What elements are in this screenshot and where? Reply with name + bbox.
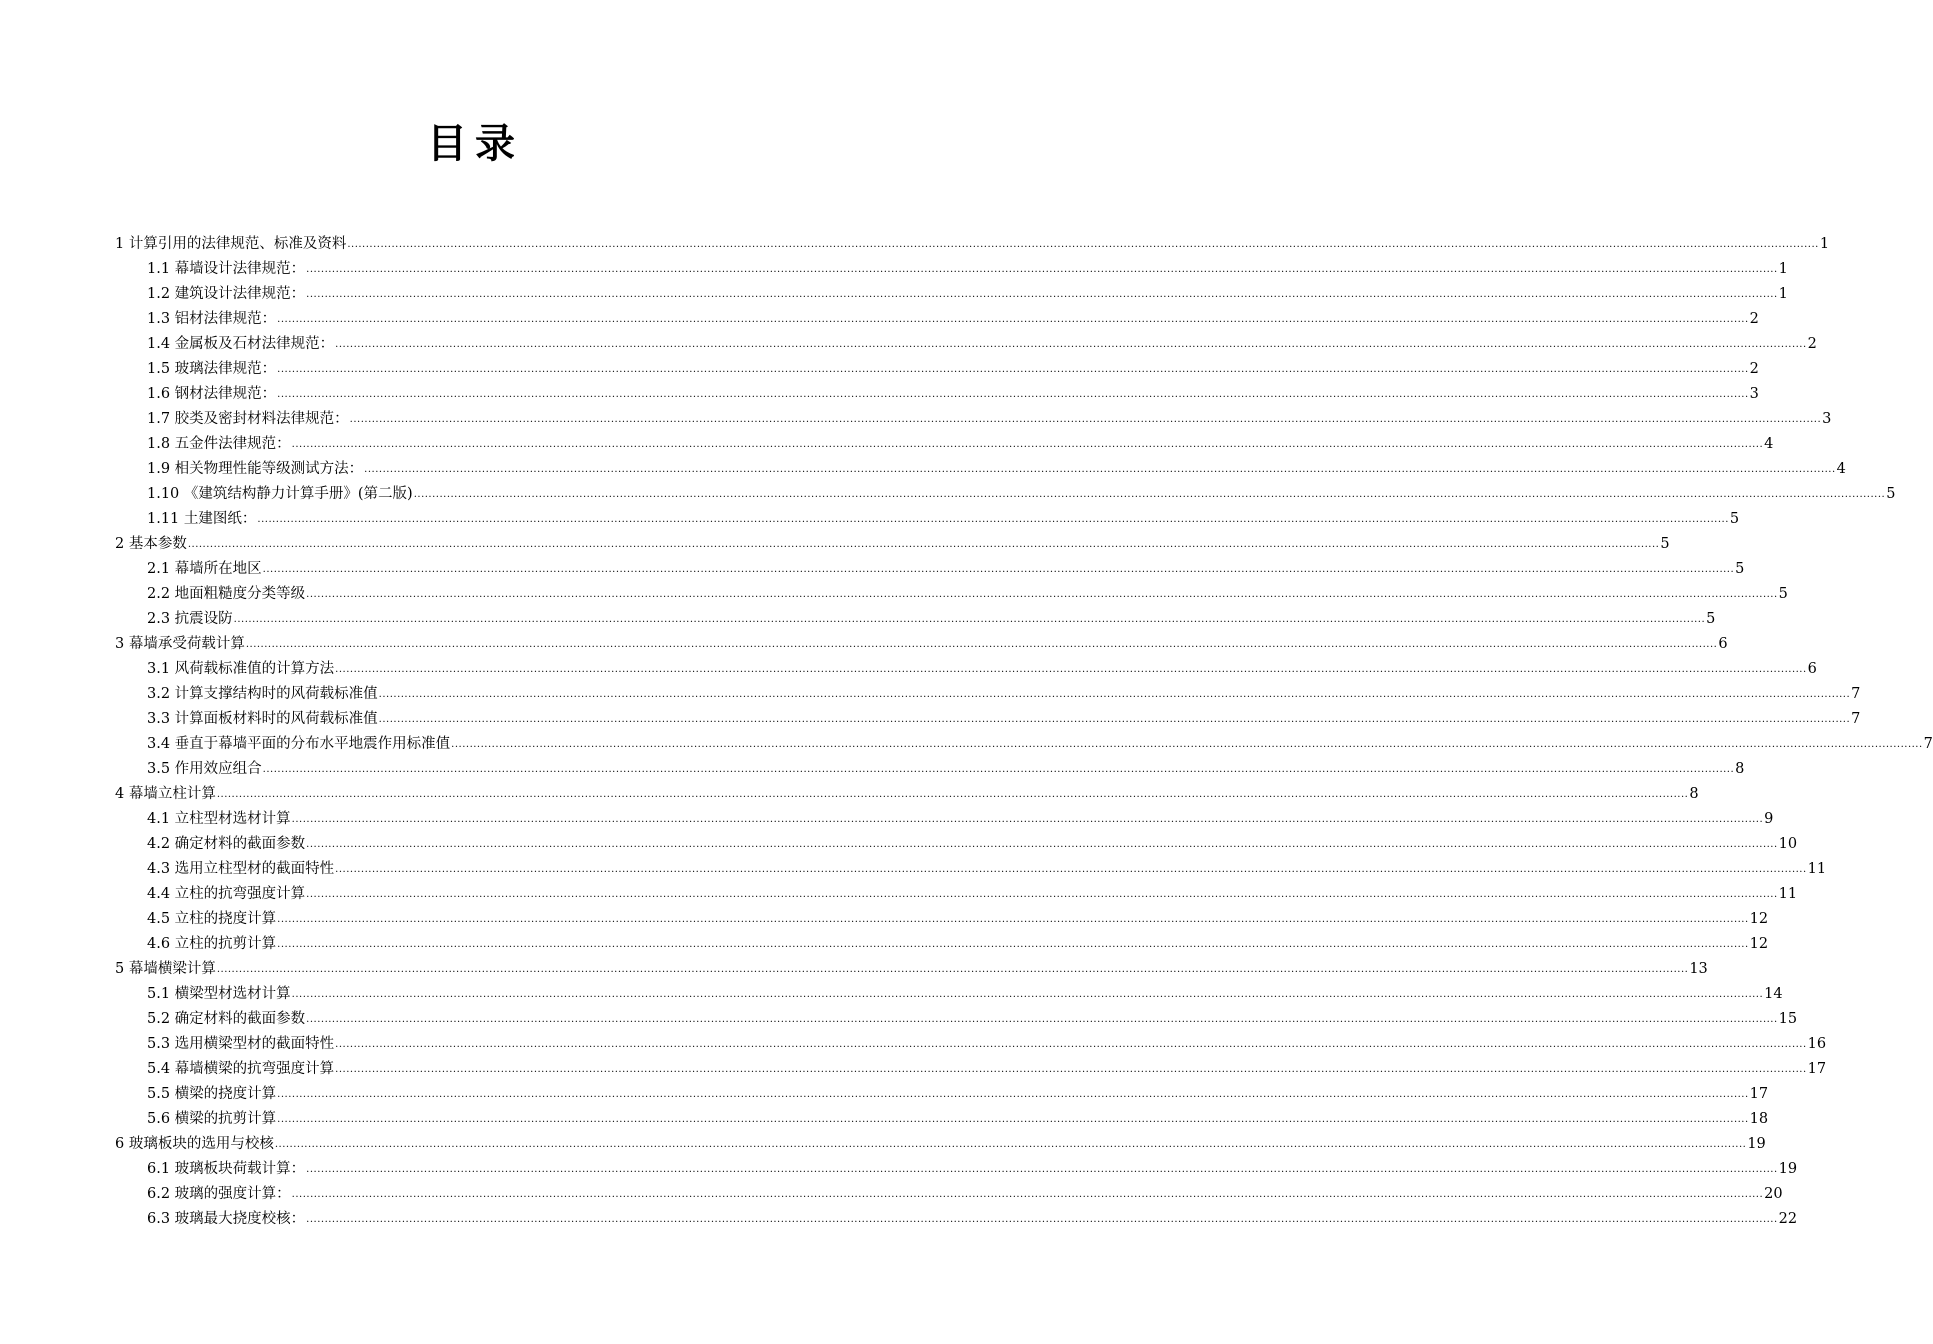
toc-entry[interactable] (115, 429, 1774, 454)
toc-entry-page-number: 1 (1819, 236, 1830, 252)
dot-leader: ................................................................................................................................................................................................................................................................................................................................................................................................................ (262, 564, 1735, 575)
toc-entry-title: 1.3 铝材法律规范： (147, 311, 277, 327)
toc-entry[interactable] (115, 1104, 1769, 1129)
toc-entry-page-number: 20 (1764, 1186, 1783, 1202)
toc-entry-page-number: 18 (1749, 1111, 1769, 1127)
toc-entry-page-number: 6 (1807, 661, 1817, 677)
dot-leader: ................................................................................................................................................................................................................................................................................................................................................................................................................ (291, 989, 1764, 1000)
dot-leader: ................................................................................................................................................................................................................................................................................................................................................................................................................ (306, 839, 1778, 850)
toc-entry[interactable] (115, 1129, 1766, 1154)
toc-entry-page-number: 12 (1749, 911, 1769, 927)
toc-entry[interactable] (115, 854, 1827, 879)
toc-entry[interactable] (115, 504, 1740, 529)
dot-leader: ................................................................................................................................................................................................................................................................................................................................................................................................................ (306, 289, 1778, 300)
toc-entry-page-number: 17 (1749, 1086, 1769, 1102)
dot-leader: ................................................................................................................................................................................................................................................................................................................................................................................................................ (277, 314, 1749, 325)
toc-entry[interactable] (115, 829, 1798, 854)
toc-entry-page-number: 22 (1778, 1211, 1798, 1227)
toc-entry-page-number: 8 (1689, 786, 1699, 802)
toc-entry-page-number: 5 (1886, 486, 1896, 502)
toc-entry[interactable] (115, 804, 1774, 829)
dot-leader: ................................................................................................................................................................................................................................................................................................................................................................................................................ (306, 889, 1778, 900)
toc-entry-title: 2.1 幕墙所在地区 (147, 561, 262, 577)
toc-entry-title: 3.4 垂直于幕墙平面的分布水平地震作用标准值 (147, 736, 451, 752)
dot-leader: ................................................................................................................................................................................................................................................................................................................................................................................................................ (306, 1164, 1778, 1175)
toc-entry-title: 3.3 计算面板材料时的风荷载标准值 (147, 711, 378, 727)
dot-leader: ................................................................................................................................................................................................................................................................................................................................................................................................................ (187, 539, 1660, 550)
toc-entry-title: 6 玻璃板块的选用与校核 (115, 1136, 274, 1152)
toc-entry-page-number: 8 (1735, 761, 1745, 777)
toc-entry-page-number: 7 (1851, 711, 1861, 727)
toc-entry-title: 4 幕墙立柱计算 (115, 786, 216, 802)
toc-entry[interactable] (115, 1179, 1783, 1204)
dot-leader: ................................................................................................................................................................................................................................................................................................................................................................................................................ (413, 489, 1886, 500)
dot-leader: ................................................................................................................................................................................................................................................................................................................................................................................................................ (277, 1089, 1749, 1100)
toc-entry-page-number: 5 (1660, 536, 1670, 552)
dot-leader: ................................................................................................................................................................................................................................................................................................................................................................................................................ (335, 1039, 1807, 1050)
toc-entry[interactable] (115, 1054, 1827, 1079)
dot-leader: ................................................................................................................................................................................................................................................................................................................................................................................................................ (349, 414, 1822, 425)
toc-entry[interactable] (115, 979, 1783, 1004)
dot-leader: ................................................................................................................................................................................................................................................................................................................................................................................................................ (257, 514, 1729, 525)
toc-entry-page-number: 2 (1749, 311, 1759, 327)
toc-entry-title: 5.4 幕墙横梁的抗弯强度计算 (147, 1061, 335, 1077)
dot-leader: ................................................................................................................................................................................................................................................................................................................................................................................................................ (216, 789, 1689, 800)
toc-entry[interactable] (115, 679, 1861, 704)
toc-entry-title: 1.2 建筑设计法律规范： (147, 286, 306, 302)
dot-leader: ................................................................................................................................................................................................................................................................................................................................................................................................................ (335, 339, 1807, 350)
toc-entry-page-number: 2 (1807, 336, 1817, 352)
toc-entry[interactable] (115, 629, 1728, 654)
toc-entry-page-number: 19 (1747, 1136, 1766, 1152)
toc-entry[interactable] (115, 654, 1817, 679)
toc-entry-page-number: 7 (1923, 736, 1933, 752)
toc-entry[interactable] (115, 604, 1716, 629)
toc-entry-title: 4.2 确定材料的截面参数 (147, 836, 306, 852)
toc-entry[interactable] (115, 954, 1708, 979)
toc-entry[interactable] (115, 254, 1788, 279)
dot-leader: ................................................................................................................................................................................................................................................................................................................................................................................................................ (335, 664, 1807, 675)
toc-entry-title: 3 幕墙承受荷载计算 (115, 636, 245, 652)
dot-leader: ................................................................................................................................................................................................................................................................................................................................................................................................................ (291, 1189, 1764, 1200)
toc-entry-title: 5.2 确定材料的截面参数 (147, 1011, 306, 1027)
table-of-contents (115, 229, 1933, 1229)
toc-entry-title: 2.3 抗震设防 (147, 611, 233, 627)
toc-entry[interactable] (115, 1004, 1798, 1029)
toc-entry-page-number: 5 (1735, 561, 1745, 577)
toc-entry-page-number: 9 (1764, 811, 1774, 827)
dot-leader: ................................................................................................................................................................................................................................................................................................................................................................................................................ (335, 1064, 1807, 1075)
toc-entry-title: 1.9 相关物理性能等级测试方法： (147, 461, 364, 477)
toc-entry-title: 6.2 玻璃的强度计算： (147, 1186, 291, 1202)
toc-entry-page-number: 11 (1807, 861, 1827, 877)
toc-entry[interactable] (115, 904, 1769, 929)
toc-entry-title: 1.6 钢材法律规范： (147, 386, 277, 402)
toc-entry-title: 5.5 横梁的挠度计算 (147, 1086, 277, 1102)
toc-entry-title: 4.5 立柱的挠度计算 (147, 911, 277, 927)
toc-entry[interactable] (115, 1154, 1798, 1179)
toc-entry-title: 1.4 金属板及石材法律规范： (147, 336, 335, 352)
toc-entry-title: 1 计算引用的法律规范、标准及资料 (115, 236, 347, 252)
toc-entry[interactable] (115, 1079, 1769, 1104)
toc-entry-title: 3.1 风荷载标准值的计算方法 (147, 661, 335, 677)
dot-leader: ................................................................................................................................................................................................................................................................................................................................................................................................................ (378, 714, 1851, 725)
toc-entry-page-number: 4 (1836, 461, 1846, 477)
toc-entry-title: 1.5 玻璃法律规范： (147, 361, 277, 377)
toc-entry-page-number: 5 (1729, 511, 1740, 527)
dot-leader: ................................................................................................................................................................................................................................................................................................................................................................................................................ (335, 864, 1807, 875)
dot-leader: ................................................................................................................................................................................................................................................................................................................................................................................................................ (262, 764, 1735, 775)
dot-leader: ................................................................................................................................................................................................................................................................................................................................................................................................................ (451, 739, 1923, 750)
toc-entry-page-number: 3 (1749, 386, 1759, 402)
dot-leader: ................................................................................................................................................................................................................................................................................................................................................................................................................ (291, 439, 1764, 450)
dot-leader: ................................................................................................................................................................................................................................................................................................................................................................................................................ (378, 689, 1851, 700)
toc-entry-title: 5 幕墙横梁计算 (115, 961, 216, 977)
dot-leader: ................................................................................................................................................................................................................................................................................................................................................................................................................ (364, 464, 1836, 475)
toc-entry[interactable] (115, 1204, 1798, 1229)
toc-entry-title: 6.3 玻璃最大挠度校核： (147, 1211, 306, 1227)
toc-entry-title: 5.1 横梁型材选材计算 (147, 986, 291, 1002)
toc-entry-title: 4.4 立柱的抗弯强度计算 (147, 886, 306, 902)
toc-entry[interactable] (115, 529, 1670, 554)
dot-leader: ................................................................................................................................................................................................................................................................................................................................................................................................................ (277, 939, 1749, 950)
toc-entry-title: 1.11 土建图纸： (147, 511, 257, 527)
dot-leader: ................................................................................................................................................................................................................................................................................................................................................................................................................ (277, 914, 1749, 925)
toc-entry-title: 2.2 地面粗糙度分类等级 (147, 586, 306, 602)
dot-leader: ................................................................................................................................................................................................................................................................................................................................................................................................................ (306, 589, 1778, 600)
dot-leader: ................................................................................................................................................................................................................................................................................................................................................................................................................ (306, 1014, 1778, 1025)
toc-entry-title: 3.2 计算支撑结构时的风荷载标准值 (147, 686, 378, 702)
dot-leader: ................................................................................................................................................................................................................................................................................................................................................................................................................ (245, 639, 1718, 650)
toc-entry[interactable] (115, 229, 1830, 254)
toc-entry-page-number: 1 (1778, 286, 1788, 302)
toc-entry-page-number: 10 (1778, 836, 1798, 852)
dot-leader: ................................................................................................................................................................................................................................................................................................................................................................................................................ (277, 1114, 1749, 1125)
dot-leader: ................................................................................................................................................................................................................................................................................................................................................................................................................ (233, 614, 1706, 625)
dot-leader: ................................................................................................................................................................................................................................................................................................................................................................................................................ (277, 364, 1749, 375)
toc-entry-title: 1.10 《建筑结构静力计算手册》(第二版) (147, 486, 413, 502)
dot-leader: ................................................................................................................................................................................................................................................................................................................................................................................................................ (291, 814, 1764, 825)
toc-entry-page-number: 11 (1778, 886, 1798, 902)
toc-entry[interactable] (115, 454, 1846, 479)
dot-leader: ................................................................................................................................................................................................................................................................................................................................................................................................................ (274, 1139, 1747, 1150)
toc-entry-page-number: 6 (1718, 636, 1728, 652)
toc-entry-title: 1.7 胶类及密封材料法律规范： (147, 411, 349, 427)
toc-entry-title: 6.1 玻璃板块荷载计算： (147, 1161, 306, 1177)
toc-entry-title: 3.5 作用效应组合 (147, 761, 262, 777)
toc-entry-page-number: 14 (1764, 986, 1783, 1002)
toc-entry-title: 4.1 立柱型材选材计算 (147, 811, 291, 827)
toc-entry[interactable] (115, 404, 1832, 429)
toc-entry-title: 4.3 选用立柱型材的截面特性 (147, 861, 335, 877)
page-title: 目录 (427, 121, 523, 167)
toc-entry[interactable] (115, 579, 1788, 604)
dot-leader: ................................................................................................................................................................................................................................................................................................................................................................................................................ (306, 1214, 1778, 1225)
toc-entry[interactable] (115, 1029, 1827, 1054)
toc-entry-page-number: 3 (1822, 411, 1832, 427)
dot-leader: ................................................................................................................................................................................................................................................................................................................................................................................................................ (216, 964, 1689, 975)
dot-leader: ................................................................................................................................................................................................................................................................................................................................................................................................................ (277, 389, 1749, 400)
toc-entry[interactable] (115, 704, 1861, 729)
toc-entry-title: 5.3 选用横梁型材的截面特性 (147, 1036, 335, 1052)
toc-entry[interactable] (115, 304, 1759, 329)
toc-entry-page-number: 12 (1749, 936, 1769, 952)
toc-entry-page-number: 17 (1807, 1061, 1827, 1077)
dot-leader: ................................................................................................................................................................................................................................................................................................................................................................................................................ (306, 264, 1778, 275)
toc-entry[interactable] (115, 354, 1759, 379)
toc-entry-page-number: 15 (1778, 1011, 1798, 1027)
toc-entry-page-number: 13 (1689, 961, 1708, 977)
toc-entry-title: 1.1 幕墙设计法律规范： (147, 261, 306, 277)
toc-entry[interactable] (115, 729, 1933, 754)
toc-entry-page-number: 16 (1807, 1036, 1827, 1052)
toc-entry-page-number: 7 (1851, 686, 1861, 702)
toc-entry[interactable] (115, 929, 1769, 954)
toc-entry-title: 2 基本参数 (115, 536, 187, 552)
toc-entry[interactable] (115, 554, 1745, 579)
toc-entry-page-number: 4 (1764, 436, 1774, 452)
toc-entry-title: 5.6 横梁的抗剪计算 (147, 1111, 277, 1127)
toc-entry[interactable] (115, 879, 1798, 904)
toc-entry[interactable] (115, 779, 1699, 804)
toc-entry-page-number: 5 (1706, 611, 1716, 627)
toc-entry-title: 4.6 立柱的抗剪计算 (147, 936, 277, 952)
toc-entry[interactable] (115, 479, 1896, 504)
toc-entry-page-number: 5 (1778, 586, 1788, 602)
toc-entry-title: 1.8 五金件法律规范： (147, 436, 291, 452)
toc-entry-page-number: 1 (1778, 261, 1788, 277)
toc-entry-page-number: 2 (1749, 361, 1759, 377)
toc-entry[interactable] (115, 279, 1788, 304)
toc-entry[interactable] (115, 329, 1817, 354)
toc-entry-page-number: 19 (1778, 1161, 1798, 1177)
toc-entry[interactable] (115, 754, 1745, 779)
toc-entry[interactable] (115, 379, 1759, 404)
dot-leader: ................................................................................................................................................................................................................................................................................................................................................................................................................ (347, 239, 1819, 250)
